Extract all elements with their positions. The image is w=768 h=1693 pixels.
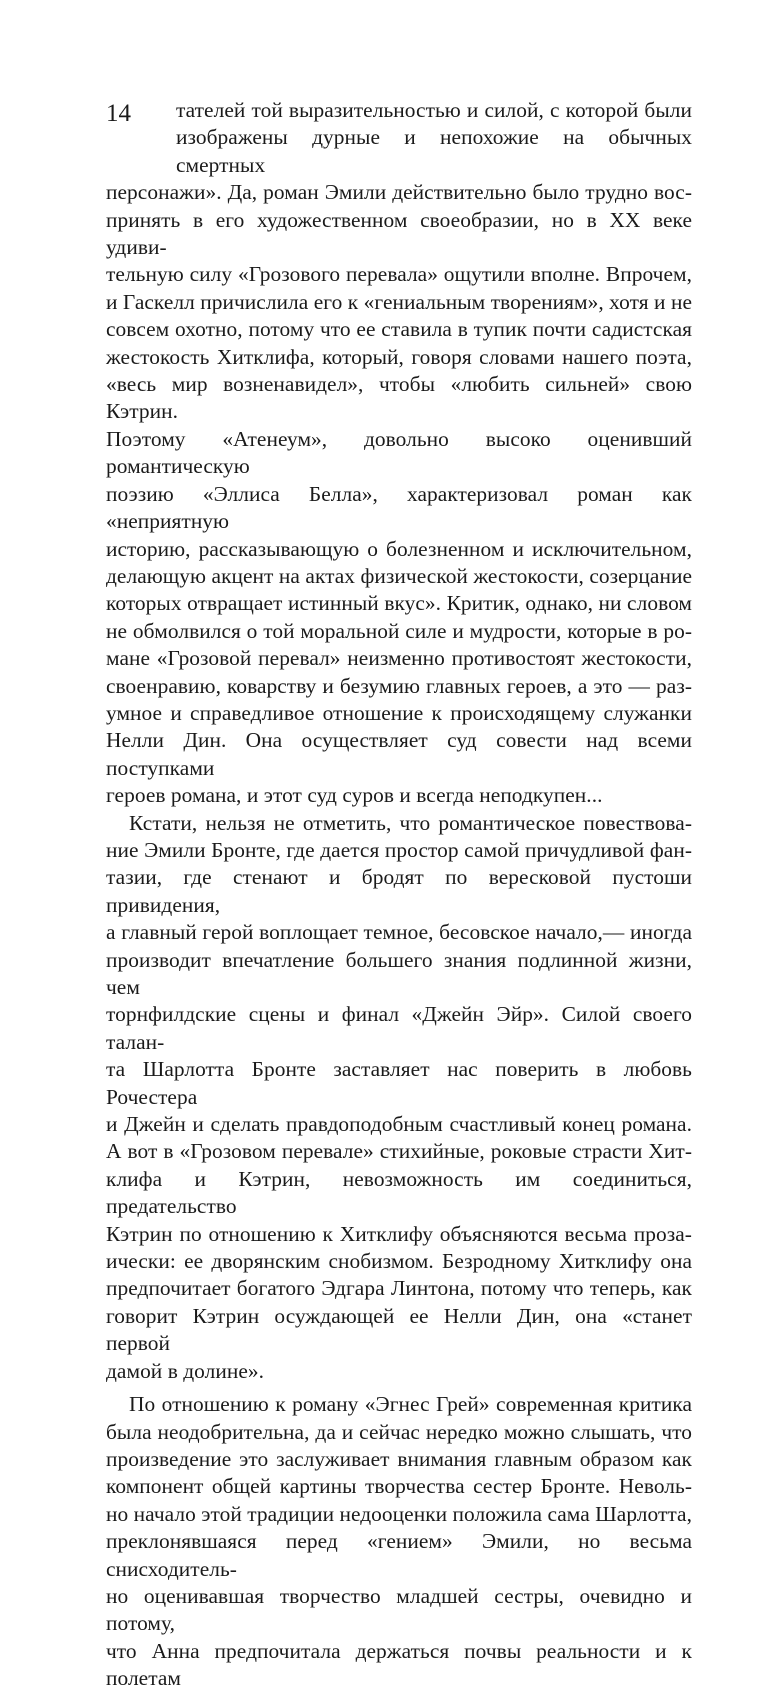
text-line: тателей той выразительностью и силой, с которой были [176, 98, 692, 122]
text-line: тазии, где стенают и бродят по вересковой пустоши привидения, [106, 865, 692, 917]
text-line: делающую акцент на актах физической жестокости, созерцание [106, 563, 692, 588]
text-line: По отношению к роману «Эгнес Грей» современная критика [129, 1392, 692, 1417]
text-line: жестокость Хитклифа, который, говоря словами нашего поэта, [106, 344, 692, 369]
body-text [106, 97, 692, 1693]
text-line: принять в его художественном своеобразии, но в XX веке удиви- [106, 207, 692, 260]
text-line: дамой в долине». [106, 1358, 265, 1383]
text-line: компонент общей картины творчества сестер Бронте. Неволь- [106, 1474, 692, 1499]
page-number: 14 [106, 100, 131, 127]
text-line: которых отвращает истинный вкус». Критик, однако, ни словом [106, 591, 692, 616]
text-line: что Анна предпочитала держаться почвы реальности и к полетам [106, 1638, 692, 1691]
text-line: совсем охотно, потому что ее ставила в тупик почти садистская [106, 317, 692, 342]
text-line: Кэтрин по отношению к Хитклифу объясняются весьма проза- [106, 1221, 692, 1246]
text-line: историю, рассказывающую о болезненном и исключительном, [106, 536, 692, 561]
text-line: и Джейн и сделать правдоподобным счастливый конец романа. [106, 1112, 692, 1137]
text-line: но оценивавшая творчество младшей сестры, очевидно и потому, [106, 1583, 692, 1636]
text-line: та Шарлотта Бронте заставляет нас поверить в любовь Рочестера [106, 1057, 692, 1109]
text-line: клифа и Кэтрин, невозможность им соединиться, предательство [106, 1166, 692, 1219]
text-line: А вот в «Грозовом перевале» стихийные, роковые страсти Хит- [106, 1139, 692, 1164]
text-line: изображены дурные и непохожие на обычных смертных [176, 125, 692, 177]
text-line: персонажи». Да, роман Эмили действительно было трудно вос- [106, 180, 692, 205]
text-line: ние Эмили Бронте, где дается простор самой причудливой фан- [106, 837, 692, 862]
text-line: преклонявшаяся перед «гением» Эмили, но весьма снисходитель- [106, 1529, 692, 1581]
text-line: Нелли Дин. Она осуществляет суд совести над всеми поступками [106, 728, 692, 780]
text-line: тельную силу «Грозового перевала» ощутили вполне. Впрочем, [106, 262, 692, 287]
text-line: поэзию «Эллиса Белла», характеризовал роман как «неприятную [106, 481, 692, 534]
text-line: была неодобрительна, да и сейчас нередко можно слышать, что [106, 1419, 692, 1444]
text-line: производит впечатление большего знания подлинной жизни, чем [106, 947, 692, 999]
text-line: героев романа, и этот суд суров и всегда неподкупен... [106, 783, 603, 808]
text-line: и Гаскелл причислила его к «гениальным творениям», хотя и не [106, 289, 692, 314]
text-line: не обмолвился о той моральной силе и мудрости, которые в ро- [106, 618, 692, 643]
text-line: Кстати, нельзя не отметить, что романтическое повествова- [129, 810, 692, 835]
text-line: а главный герой воплощает темное, бесовское начало,— иногда [106, 920, 692, 945]
text-line: произведение это заслуживает внимания главным образом как [106, 1446, 692, 1471]
text-line: мане «Грозовой перевал» неизменно противостоят жестокости, [106, 646, 692, 671]
text-line: «весь мир возненавидел», чтобы «любить сильней» свою Кэтрин. [106, 372, 692, 424]
text-line: но начало этой традиции недооценки положила сама Шарлотта, [106, 1501, 692, 1526]
text-line: торнфилдские сцены и финал «Джейн Эйр». Силой своего талан- [106, 1002, 692, 1054]
text-line: своенравию, коварству и безумию главных героев, а это — раз- [106, 673, 692, 698]
text-line: говорит Кэтрин осуждающей ее Нелли Дин, она «станет первой [106, 1303, 692, 1356]
text-line: предпочитает богатого Эдгара Линтона, потому что теперь, как [106, 1276, 692, 1301]
text-line: умное и справедливое отношение к происходящему служанки [106, 700, 692, 725]
text-line: ически: ее дворянским снобизмом. Безродному Хитклифу она [106, 1249, 692, 1274]
text-line: Поэтому «Атенеум», довольно высоко оценивший романтическую [106, 426, 692, 479]
